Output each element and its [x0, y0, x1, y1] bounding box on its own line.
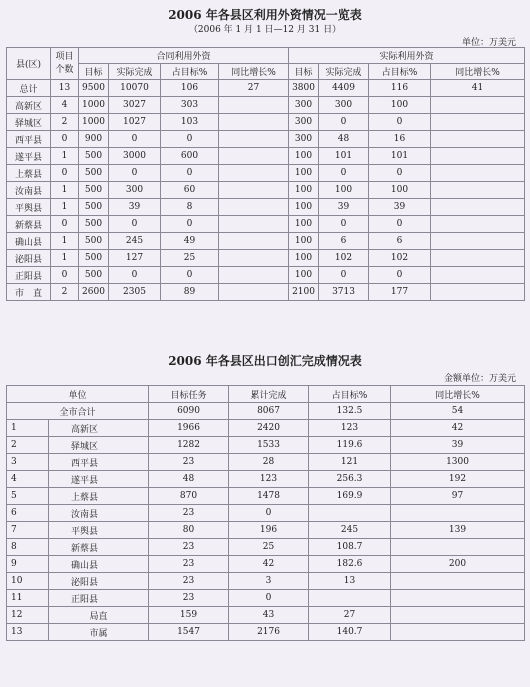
table1-unit: 单位：万美元: [461, 38, 516, 48]
cell: [431, 165, 525, 182]
cell: 89: [161, 284, 219, 301]
header-done: 实际完成: [319, 64, 369, 80]
cell: 500: [79, 267, 109, 284]
cell: 汝南县: [49, 505, 149, 522]
cell: 1000: [79, 114, 109, 131]
table-row: [7, 522, 525, 539]
header-actual-group: 实际利用外资: [289, 48, 525, 64]
cell: 23: [149, 454, 229, 471]
cell: [391, 573, 525, 590]
cell: 200: [391, 556, 525, 573]
cell: 100: [289, 199, 319, 216]
cell: 27: [219, 80, 289, 97]
cell: 局直: [49, 607, 149, 624]
cell: 102: [369, 250, 431, 267]
cell: 300: [109, 182, 161, 199]
cell: 39: [369, 199, 431, 216]
cell: [431, 250, 525, 267]
cell: 4409: [319, 80, 369, 97]
cell: 900: [79, 131, 109, 148]
table-row: [7, 199, 525, 216]
cell: 500: [79, 148, 109, 165]
table-row: [7, 233, 525, 250]
cell: 102: [319, 250, 369, 267]
cell: 23: [149, 556, 229, 573]
table-row: [7, 182, 525, 199]
cell: 新蔡县: [7, 216, 51, 233]
table-row: [7, 556, 525, 573]
cell: 48: [149, 471, 229, 488]
table-row: [7, 437, 525, 454]
cell: 245: [109, 233, 161, 250]
table-row: [7, 454, 525, 471]
cell: [309, 505, 391, 522]
cell: 303: [161, 97, 219, 114]
cell: 23: [149, 539, 229, 556]
cell: [219, 182, 289, 199]
cell: 100: [289, 216, 319, 233]
cell: 0: [369, 114, 431, 131]
cell: 42: [391, 420, 525, 437]
cell: 192: [391, 471, 525, 488]
cell: 100: [289, 148, 319, 165]
cell: 10070: [109, 80, 161, 97]
header-unit: 单位: [7, 386, 149, 403]
cell: 27: [309, 607, 391, 624]
cell: 泌阳县: [7, 250, 51, 267]
cell: 1: [51, 199, 79, 216]
cell: 23: [149, 590, 229, 607]
cell: [391, 607, 525, 624]
cell: 108.7: [309, 539, 391, 556]
cell: 1: [51, 148, 79, 165]
table1-title: 2006 年各县区利用外资情况一览表: [168, 8, 362, 22]
cell: 2: [51, 284, 79, 301]
cell: 0: [109, 216, 161, 233]
cell: 总计: [7, 80, 51, 97]
cell: 54: [391, 403, 525, 420]
cell: 1: [51, 250, 79, 267]
cell: 25: [161, 250, 219, 267]
cell: 上蔡县: [7, 165, 51, 182]
cell: 10: [7, 573, 49, 590]
cell: 0: [319, 216, 369, 233]
header-cumulative: 累计完成: [229, 386, 309, 403]
cell: 0: [109, 165, 161, 182]
cell: 西平县: [49, 454, 149, 471]
cell: [219, 284, 289, 301]
header-contract-group: 合同利用外资: [79, 48, 289, 64]
cell: 500: [79, 250, 109, 267]
cell: 0: [369, 216, 431, 233]
cell: [391, 505, 525, 522]
cell: 256.3: [309, 471, 391, 488]
cell: [219, 148, 289, 165]
cell: 1282: [149, 437, 229, 454]
cell: 100: [289, 250, 319, 267]
cell: 500: [79, 216, 109, 233]
cell: [431, 267, 525, 284]
cell: 遂平县: [7, 148, 51, 165]
cell: 0: [161, 267, 219, 284]
cell: 139: [391, 522, 525, 539]
cell: [219, 267, 289, 284]
cell: 遂平县: [49, 471, 149, 488]
cell: 1966: [149, 420, 229, 437]
cell: 0: [161, 165, 219, 182]
cell: 127: [109, 250, 161, 267]
cell: 116: [369, 80, 431, 97]
cell: 100: [369, 182, 431, 199]
cell: 300: [289, 114, 319, 131]
cell: 101: [369, 148, 431, 165]
cell: 300: [289, 97, 319, 114]
cell: 123: [229, 471, 309, 488]
cell: 确山县: [49, 556, 149, 573]
cell: 0: [369, 165, 431, 182]
cell: 13: [7, 624, 49, 641]
cell: 60: [161, 182, 219, 199]
cell: 2420: [229, 420, 309, 437]
cell: 0: [161, 131, 219, 148]
cell: [219, 114, 289, 131]
cell: 3713: [319, 284, 369, 301]
cell: 1000: [79, 97, 109, 114]
cell: [431, 199, 525, 216]
header-target: 目标: [289, 64, 319, 80]
cell: 驿城区: [49, 437, 149, 454]
cell: 市 直: [7, 284, 51, 301]
cell: 3800: [289, 80, 319, 97]
cell: 正阳县: [49, 590, 149, 607]
table-row-total: [7, 403, 525, 420]
cell: 高新区: [49, 420, 149, 437]
cell: 0: [319, 114, 369, 131]
table-row: [7, 165, 525, 182]
cell: 119.6: [309, 437, 391, 454]
header-county: 县(区): [7, 48, 51, 80]
table-row: [7, 590, 525, 607]
cell: 159: [149, 607, 229, 624]
cell: 0: [51, 216, 79, 233]
header-pct: 占目标%: [369, 64, 431, 80]
cell: 0: [319, 165, 369, 182]
cell: 市属: [49, 624, 149, 641]
table-row: [7, 539, 525, 556]
cell: 平舆县: [49, 522, 149, 539]
cell: [431, 148, 525, 165]
cell: 4: [51, 97, 79, 114]
table-row: [7, 148, 525, 165]
cell: 8: [7, 539, 49, 556]
cell: 2600: [79, 284, 109, 301]
header-done: 实际完成: [109, 64, 161, 80]
cell: 0: [51, 267, 79, 284]
cell: 100: [289, 233, 319, 250]
cell: 6090: [149, 403, 229, 420]
cell: 0: [109, 131, 161, 148]
cell: 高新区: [7, 97, 51, 114]
table-row: [7, 97, 525, 114]
cell: [391, 539, 525, 556]
cell: 2: [7, 437, 49, 454]
cell: 500: [79, 199, 109, 216]
header-pct: 占目标%: [309, 386, 391, 403]
cell: 9: [7, 556, 49, 573]
cell: 11: [7, 590, 49, 607]
cell: 3027: [109, 97, 161, 114]
cell: 平舆县: [7, 199, 51, 216]
export-earnings-table: [6, 385, 525, 641]
cell: 100: [289, 165, 319, 182]
table-row: [7, 114, 525, 131]
cell: 0: [229, 505, 309, 522]
header-target-task: 目标任务: [149, 386, 229, 403]
cell: 1547: [149, 624, 229, 641]
cell: 500: [79, 182, 109, 199]
cell: 5: [7, 488, 49, 505]
cell: [219, 199, 289, 216]
cell: 1027: [109, 114, 161, 131]
cell: 43: [229, 607, 309, 624]
cell: 全市合计: [7, 403, 149, 420]
cell: 39: [109, 199, 161, 216]
table-row: [7, 250, 525, 267]
cell: 39: [319, 199, 369, 216]
cell: 新蔡县: [49, 539, 149, 556]
cell: [219, 165, 289, 182]
cell: 1: [51, 233, 79, 250]
cell: 500: [79, 233, 109, 250]
cell: [431, 284, 525, 301]
table-row: [7, 80, 525, 97]
cell: 8: [161, 199, 219, 216]
cell: 42: [229, 556, 309, 573]
header-growth: 同比增长%: [391, 386, 525, 403]
table1-subtitle: （2006 年 1 月 1 日—12 月 31 日）: [188, 25, 342, 35]
cell: 6: [319, 233, 369, 250]
cell: 驿城区: [7, 114, 51, 131]
table2-unit: 金额单位：万美元: [443, 374, 516, 384]
cell: 0: [109, 267, 161, 284]
cell: [431, 216, 525, 233]
cell: 101: [319, 148, 369, 165]
cell: 177: [369, 284, 431, 301]
cell: 3000: [109, 148, 161, 165]
cell: 1533: [229, 437, 309, 454]
cell: 13: [51, 80, 79, 97]
cell: [431, 233, 525, 250]
cell: 182.6: [309, 556, 391, 573]
cell: 2100: [289, 284, 319, 301]
cell: [431, 182, 525, 199]
cell: 123: [309, 420, 391, 437]
cell: [309, 590, 391, 607]
table-row: [7, 505, 525, 522]
cell: 2305: [109, 284, 161, 301]
cell: 100: [289, 182, 319, 199]
cell: 12: [7, 607, 49, 624]
cell: [219, 250, 289, 267]
table-row: [7, 284, 525, 301]
cell: 0: [51, 131, 79, 148]
cell: 0: [51, 165, 79, 182]
cell: 196: [229, 522, 309, 539]
cell: 0: [161, 216, 219, 233]
cell: 500: [79, 165, 109, 182]
cell: 100: [289, 267, 319, 284]
cell: 16: [369, 131, 431, 148]
cell: 106: [161, 80, 219, 97]
cell: [391, 590, 525, 607]
cell: 28: [229, 454, 309, 471]
cell: 13: [309, 573, 391, 590]
cell: 3: [229, 573, 309, 590]
cell: [219, 131, 289, 148]
cell: 870: [149, 488, 229, 505]
table-row: [7, 471, 525, 488]
cell: 汝南县: [7, 182, 51, 199]
cell: 8067: [229, 403, 309, 420]
table-row: [7, 624, 525, 641]
cell: 48: [319, 131, 369, 148]
cell: 0: [319, 267, 369, 284]
cell: 132.5: [309, 403, 391, 420]
cell: 25: [229, 539, 309, 556]
cell: 正阳县: [7, 267, 51, 284]
header-pct: 占目标%: [161, 64, 219, 80]
cell: 169.9: [309, 488, 391, 505]
table-row: [7, 573, 525, 590]
cell: [431, 114, 525, 131]
cell: 245: [309, 522, 391, 539]
table-row: [7, 607, 525, 624]
cell: 300: [319, 97, 369, 114]
cell: 2176: [229, 624, 309, 641]
header-target: 目标: [79, 64, 109, 80]
cell: 1300: [391, 454, 525, 471]
cell: 7: [7, 522, 49, 539]
header-projects: 项目个数: [51, 48, 79, 80]
cell: 600: [161, 148, 219, 165]
cell: 41: [431, 80, 525, 97]
cell: 上蔡县: [49, 488, 149, 505]
cell: [431, 131, 525, 148]
cell: 100: [369, 97, 431, 114]
cell: 0: [229, 590, 309, 607]
table2-title: 2006 年各县区出口创汇完成情况表: [168, 354, 362, 368]
cell: 0: [369, 267, 431, 284]
cell: 6: [369, 233, 431, 250]
header-growth: 同比增长%: [219, 64, 289, 80]
table-row: [7, 420, 525, 437]
cell: 1: [51, 182, 79, 199]
cell: 103: [161, 114, 219, 131]
table-row: [7, 267, 525, 284]
foreign-investment-table: [6, 47, 525, 301]
cell: 49: [161, 233, 219, 250]
cell: 300: [289, 131, 319, 148]
cell: 100: [319, 182, 369, 199]
cell: 23: [149, 505, 229, 522]
cell: 6: [7, 505, 49, 522]
cell: 23: [149, 573, 229, 590]
cell: [219, 216, 289, 233]
cell: [391, 624, 525, 641]
cell: 确山县: [7, 233, 51, 250]
cell: 97: [391, 488, 525, 505]
cell: 西平县: [7, 131, 51, 148]
table-row: [7, 488, 525, 505]
cell: 2: [51, 114, 79, 131]
table-row: [7, 131, 525, 148]
cell: 140.7: [309, 624, 391, 641]
cell: 80: [149, 522, 229, 539]
cell: 1: [7, 420, 49, 437]
cell: [219, 97, 289, 114]
cell: 1478: [229, 488, 309, 505]
cell: [431, 97, 525, 114]
cell: 121: [309, 454, 391, 471]
cell: 4: [7, 471, 49, 488]
cell: 3: [7, 454, 49, 471]
cell: 39: [391, 437, 525, 454]
cell: 泌阳县: [49, 573, 149, 590]
table-row: [7, 216, 525, 233]
header-growth: 同比增长%: [431, 64, 525, 80]
cell: 9500: [79, 80, 109, 97]
cell: [219, 233, 289, 250]
